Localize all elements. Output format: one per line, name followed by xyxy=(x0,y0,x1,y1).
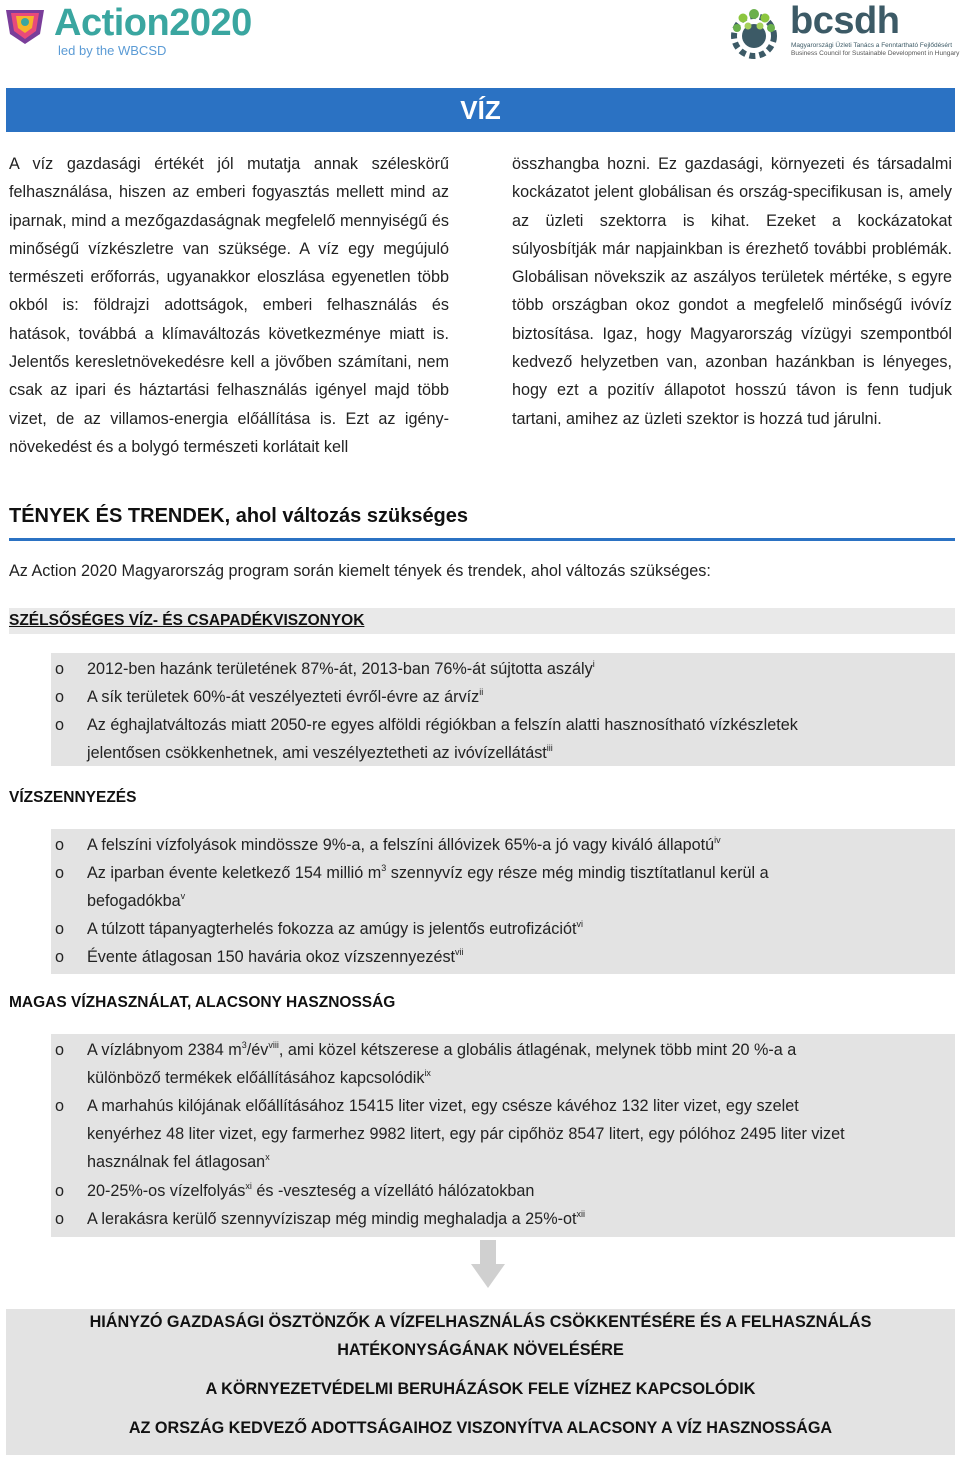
item-text: Az éghajlatváltozás miatt 2050-re egyes alföldi régiókban a felszín alatti hasznosítható vízkészletek xyxy=(87,716,798,734)
footnote-ref: viii xyxy=(268,1040,279,1050)
action2020-brand: Action2020 xyxy=(54,2,252,44)
item-text: 20-25%-os vízelfolyás xyxy=(87,1182,246,1200)
conclusion-line: HATÉKONYSÁGÁNAK NÖVELÉSÉRE xyxy=(337,1341,624,1359)
footnote-ref: iii xyxy=(546,743,553,754)
conclusion-box xyxy=(6,1309,955,1455)
bcsdh-gear-icon xyxy=(724,2,784,62)
bcsdh-sub-hu: Magyarországi Üzleti Tanács a Fenntartható Fejlődésért xyxy=(791,42,953,49)
intro-left-column: A víz gazdasági értékét jól mutatja annak széleskörű felhasználása, hiszen az emberi fogyasztás mellett mind az iparnak, mind a mezőgazdaságnak megfelelő mennyiségű és minőségű vízkészletre van szüksége. A víz egy megújuló természeti erőforrás, ugyanakkor eloszlása egyenetlen több okból is: földrajzi adottságok, emberi felhasználás és hatások, továbbá a klímaváltozás következménye miatt is. Jelentős keresletnövekedésre kell a jövőben számítani, nem csak az ipari és háztartási felhasználás igényel majd több vizet, de az villamos-energia előállítása is. Ezt az igény-növekedést és a bolygó természeti korlátait kell xyxy=(9,155,449,456)
item-text: kenyérhez 48 liter vizet, egy farmerhez 9982 litert, egy pár cipőhöz 8547 litert, egy pólóhoz 2495 liter vizet xyxy=(87,1125,845,1144)
item-text: jelentősen csökkenhetnek, ami veszélyeztetheti az ivóvízellátást xyxy=(87,744,547,763)
item-text: A lerakásra kerülő szennyvíziszap még mindig meghaladja a 25%-ot xyxy=(87,1210,577,1228)
item-text: A vízlábnyom 2384 m xyxy=(87,1041,242,1059)
item-text: szennyvíz egy része még mindig tisztítatlanul kerül a xyxy=(386,864,769,882)
bullet: o xyxy=(55,1041,65,1059)
item-text: /év xyxy=(246,1041,269,1059)
item-text: befogadókba xyxy=(87,892,181,911)
page-title-banner: VÍZ xyxy=(6,88,955,132)
facts-heading: TÉNYEK ÉS TRENDEK, ahol változás szükséges xyxy=(9,505,469,527)
intro-right-column: összhangba hozni. Ez gazdasági, környezeti és társadalmi kockázatot jelent globálisan és ország-specifikusan is, amely az üzleti szektorra is kihat. Ezeket a kockázatokat súlyosbítják már napjainkban is érezhető további problémák. Globálisan növekszik az aszályos területek mértéke, s egyre több országban okoz gondot a megfelelő minőségű ivóvíz biztosítása. Igaz, hogy Magyarország vízügyi szempontból kedvező helyzetben van, azonban hazánkban is lényeges, hogy ezt a pozitív állapotot hosszú távon is fenn tudjuk tartani, amihez az üzleti szektor is hozzá tud járulni. xyxy=(512,155,952,428)
footnote-ref: xii xyxy=(576,1209,585,1219)
item-text: , ami közel kétszerese a globális átlagénak, melynek több mint 20 %-a a xyxy=(278,1041,797,1059)
down-arrow-icon xyxy=(471,1240,505,1288)
footnote-ref: ii xyxy=(479,687,484,697)
bullet: o xyxy=(55,660,65,678)
bullet: o xyxy=(55,716,65,734)
item-text: 2012-ben hazánk területének 87%-át, 2013-ban 76%-át sújtotta aszály xyxy=(87,660,593,678)
bullet: o xyxy=(55,864,65,882)
footnote-ref: vi xyxy=(576,919,583,929)
item-text: A sík területek 60%-át veszélyezteti évről-évre az árvíz xyxy=(87,688,480,706)
category-high-usage-title: MAGAS VÍZHASZNÁLAT, ALACSONY HASZNOSSÁG xyxy=(9,994,396,1011)
footnote-ref: x xyxy=(265,1152,270,1163)
item-text: Évente átlagosan 150 havária okoz vízszennyezést xyxy=(87,948,456,966)
footnote-ref: iv xyxy=(714,835,721,845)
footnote-ref: i xyxy=(592,659,595,669)
footnote-ref: vii xyxy=(455,947,464,957)
category-title-text: SZÉLSŐSÉGES VÍZ- ÉS CSAPADÉKVISZONYOK xyxy=(9,612,365,629)
footnote-ref: ix xyxy=(424,1068,431,1079)
conclusion-line: A KÖRNYEZETVÉDELMI BERUHÁZÁSOK FELE VÍZHEZ KAPCSOLÓDIK xyxy=(205,1380,756,1398)
action2020-logo xyxy=(0,0,260,66)
conclusion-line: AZ ORSZÁG KEDVEZŐ ADOTTSÁGAIHOZ VISZONYÍTVA ALACSONY A VÍZ HASZNOSSÁGA xyxy=(128,1419,833,1437)
footnote-ref: xi xyxy=(245,1181,252,1191)
section-divider xyxy=(9,538,955,541)
item-text: A túlzott tápanyagterhelés fokozza az amúgy is jelentős eutrofizációt xyxy=(87,920,577,938)
category-extreme-weather-title xyxy=(9,608,955,634)
item-text: A felszíni vízfolyások mindössze 9%-a, a felszíni állóvizek 65%-a jó vagy kiváló állapotú xyxy=(87,836,715,854)
item-text: különböző termékek előállításához kapcsolódik xyxy=(87,1069,425,1088)
category-extreme-weather-box xyxy=(51,653,955,766)
bullet: o xyxy=(55,920,65,938)
category-water-pollution-title: VÍZSZENNYEZÉS xyxy=(9,789,137,806)
item-text: Az iparban évente keletkező 154 millió m xyxy=(87,864,382,882)
item-text: A marhahús kilójának előállításához 15415 liter vizet, egy csésze kávéhoz 132 liter vizet, egy szelet xyxy=(87,1097,799,1115)
action2020-logo-icon xyxy=(2,2,48,48)
unit-exponent: 3 xyxy=(381,863,387,873)
bullet: o xyxy=(55,1097,65,1115)
bullet: o xyxy=(55,836,65,854)
bullet: o xyxy=(55,1182,65,1200)
bcsdh-sub-en: Business Council for Sustainable Development in Hungary xyxy=(791,50,960,57)
unit-exponent: 3 xyxy=(241,1040,247,1050)
bullet: o xyxy=(55,1210,65,1228)
category-high-usage-box xyxy=(51,1034,955,1237)
bullet: o xyxy=(55,688,65,706)
item-text: használnak fel átlagosan xyxy=(87,1153,266,1172)
bcsdh-logo xyxy=(724,0,960,66)
conclusion-line: HIÁNYZÓ GAZDASÁGI ÖSZTÖNZŐK A VÍZFELHASZNÁLÁS CSÖKKENTÉSÉRE ÉS A FELHASZNÁLÁS xyxy=(89,1313,872,1331)
bullet: o xyxy=(55,948,65,966)
footnote-ref: v xyxy=(180,891,186,902)
category-water-pollution-box xyxy=(51,829,955,974)
facts-intro: Az Action 2020 Magyarország program során kiemelt tények és trendek, ahol változás szükséges: xyxy=(9,562,711,580)
item-text: és -veszteség a vízellátó hálózatokban xyxy=(251,1182,535,1200)
bcsdh-brand: bcsdh xyxy=(790,0,900,42)
action2020-sub: led by the WBCSD xyxy=(58,43,167,58)
